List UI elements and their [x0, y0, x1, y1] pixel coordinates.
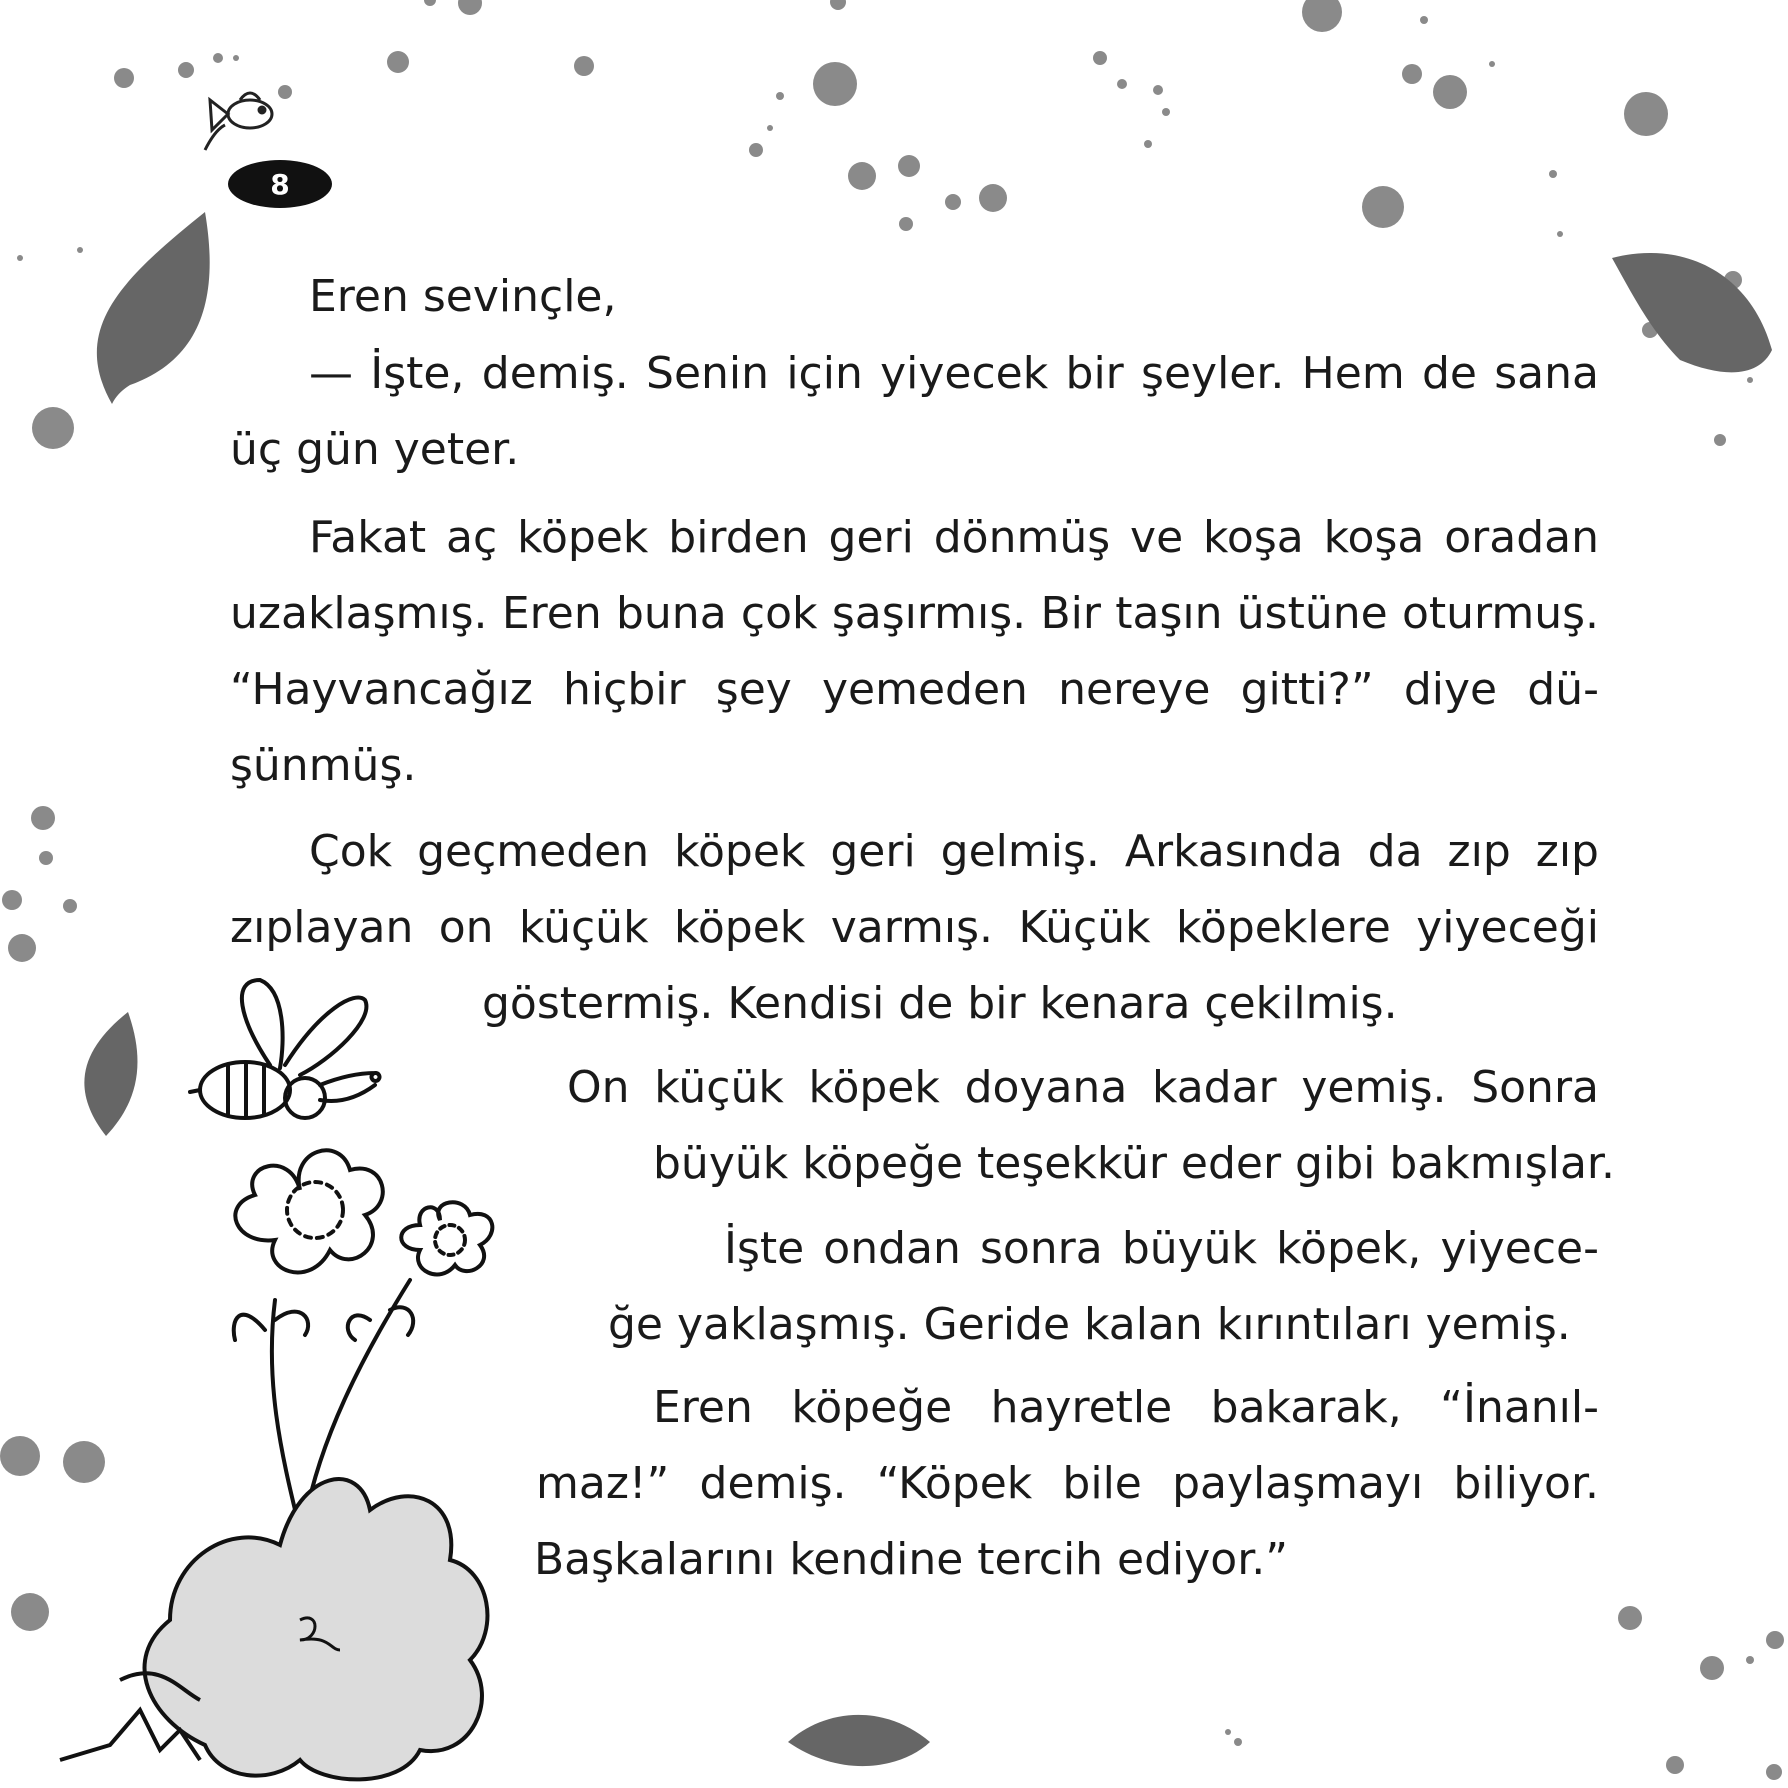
text-line-1: Eren sevinçle,: [309, 271, 617, 322]
bush-icon: [60, 1479, 487, 1779]
text-line-8: Çok geçmeden köpek geri gelmiş. Arkasında da zıp zıp: [309, 826, 1599, 877]
page-number-badge: [228, 160, 332, 208]
text-line-4: Fakat aç köpek birden geri dönmüş ve koşa koşa oradan: [309, 512, 1599, 563]
text-line-10: göstermiş. Kendisi de bir kenara çekilmiş.: [482, 978, 1398, 1029]
text-line-16: maz!” demiş. “Köpek bile paylaşmayı biliyor.: [536, 1458, 1599, 1509]
bee-icon: [190, 980, 379, 1118]
text-line-15: Eren köpeğe hayretle bakarak, “İnanıl-: [653, 1382, 1599, 1433]
flower-icon: [234, 1150, 493, 1530]
text-line-9: zıplayan on küçük köpek varmış. Küçük köpeklere yiyeceği: [230, 902, 1599, 953]
text-line-12: büyük köpeğe teşekkür eder gibi bakmışlar.: [653, 1138, 1615, 1189]
text-line-11: On küçük köpek doyana kadar yemiş. Sonra: [567, 1062, 1599, 1113]
text-line-14: ğe yaklaşmış. Geride kalan kırıntıları yemiş.: [608, 1299, 1571, 1350]
text-line-6: “Hayvancağız hiçbir şey yemeden nereye gitti?” diye dü-: [230, 664, 1599, 715]
text-line-2: — İşte, demiş. Senin için yiyecek bir şeyler. Hem de sana: [309, 348, 1599, 399]
text-line-7: şünmüş.: [230, 740, 417, 791]
page-number: 8: [270, 167, 290, 201]
text-line-13: İşte ondan sonra büyük köpek, yiyece-: [724, 1223, 1599, 1274]
fish-icon: [205, 93, 272, 150]
text-line-3: üç gün yeter.: [230, 424, 520, 475]
text-line-17: Başkalarını kendine tercih ediyor.”: [534, 1534, 1289, 1585]
text-line-5: uzaklaşmış. Eren buna çok şaşırmış. Bir taşın üstüne oturmuş.: [230, 588, 1599, 639]
